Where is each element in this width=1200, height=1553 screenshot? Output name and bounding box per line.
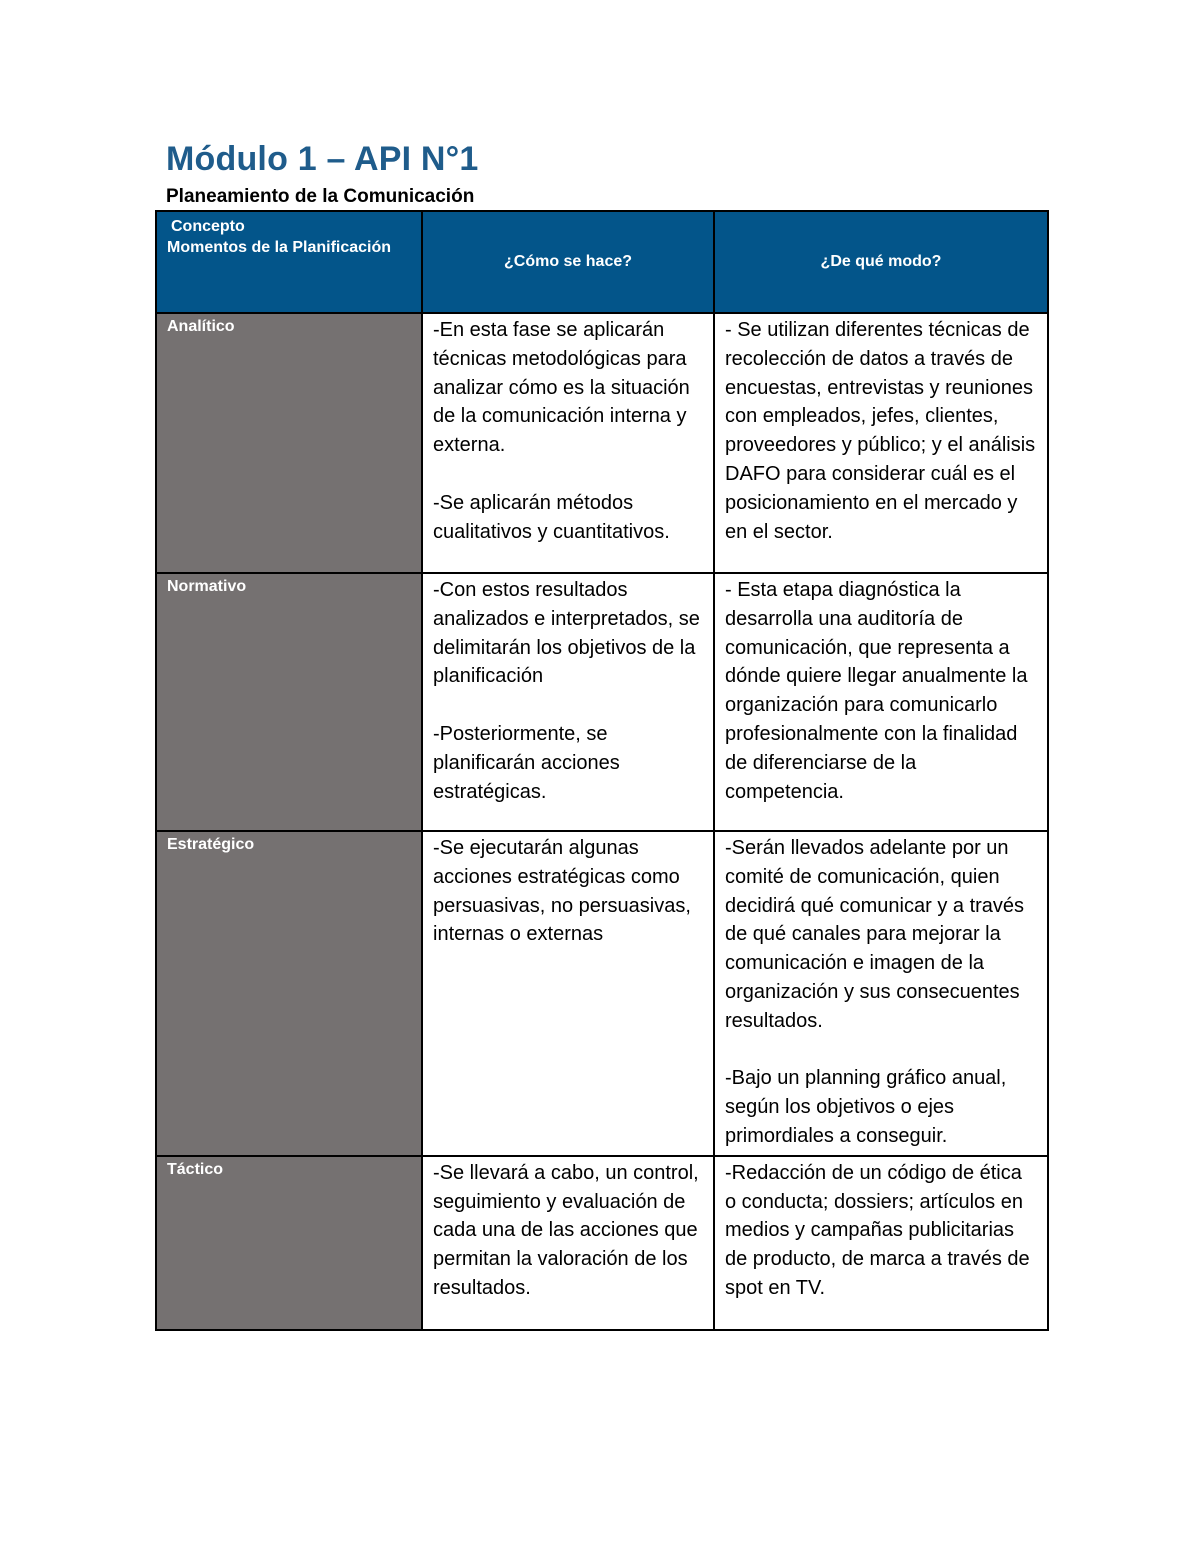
row-label-normativo: Normativo	[156, 573, 422, 831]
cell-paragraph: -Redacción de un código de ética o conducta; dossiers; artículos en medios y campañas publicitarias de producto, de marca a través de spot en TV.	[725, 1161, 1030, 1299]
how-cell	[422, 313, 714, 573]
header-concept-label: Concepto	[171, 218, 245, 235]
table-header-row	[156, 211, 1048, 313]
planning-table	[155, 210, 1049, 1331]
cell-paragraph: -Se llevará a cabo, un control, seguimiento y evaluación de cada una de las acciones que permitan la valoración de los resultados.	[433, 1161, 699, 1299]
how-cell	[422, 831, 714, 1156]
header-concept-cell	[156, 211, 422, 313]
table-row	[156, 573, 1048, 831]
mode-cell	[714, 313, 1048, 573]
cell-paragraph: -En esta fase se aplicarán técnicas metodológicas para analizar cómo es la situación de la comunicación interna y externa.	[433, 319, 690, 457]
how-cell	[422, 573, 714, 831]
cell-paragraph: -Posteriormente, se planificarán acciones estratégicas.	[433, 722, 620, 803]
table-row	[156, 313, 1048, 573]
how-cell	[422, 1156, 714, 1330]
cell-paragraph: -Se ejecutarán algunas acciones estratégicas como persuasivas, no persuasivas, internas o externas	[433, 837, 691, 946]
cell-paragraph: -Con estos resultados analizados e interpretados, se delimitarán los objetivos de la planificación	[433, 579, 700, 688]
row-label-analitico: Analítico	[156, 313, 422, 573]
table-row	[156, 831, 1048, 1156]
table-row	[156, 1156, 1048, 1330]
header-how-cell: ¿Cómo se hace?	[422, 211, 714, 313]
row-label-tactico: Táctico	[156, 1156, 422, 1330]
cell-paragraph: -Se aplicarán métodos cualitativos y cuantitativos.	[433, 491, 670, 543]
mode-cell	[714, 831, 1048, 1156]
cell-paragraph: - Esta etapa diagnóstica la desarrolla una auditoría de comunicación, que representa a dónde quiere llegar anualmente la organización para comunicarlo profesionalmente con la finalidad de diferenciarse de la competencia.	[725, 579, 1028, 803]
row-label-estrategico: Estratégico	[156, 831, 422, 1156]
mode-cell	[714, 573, 1048, 831]
document-subtitle: Planeamiento de la Comunicación	[166, 186, 475, 207]
cell-paragraph: -Serán llevados adelante por un comité de comunicación, quien decidirá qué comunicar y a través de qué canales para mejorar la comunicación e imagen de la organización y sus consecuentes resultados.	[725, 837, 1025, 1032]
cell-paragraph: - Se utilizan diferentes técnicas de recolección de datos a través de encuestas, entrevistas y reuniones con empleados, jefes, clientes, proveedores y público; y el análisis DAFO para considerar cuál es el posicionamiento en el mercado y en el sector.	[725, 319, 1036, 543]
document-title: Módulo 1 – API N°1	[166, 140, 479, 178]
mode-cell	[714, 1156, 1048, 1330]
cell-paragraph: -Bajo un planning gráfico anual, según los objetivos o ejes primordiales a conseguir.	[725, 1067, 1007, 1147]
header-moments-label: Momentos de la Planificación	[167, 239, 392, 256]
header-mode-cell: ¿De qué modo?	[714, 211, 1048, 313]
